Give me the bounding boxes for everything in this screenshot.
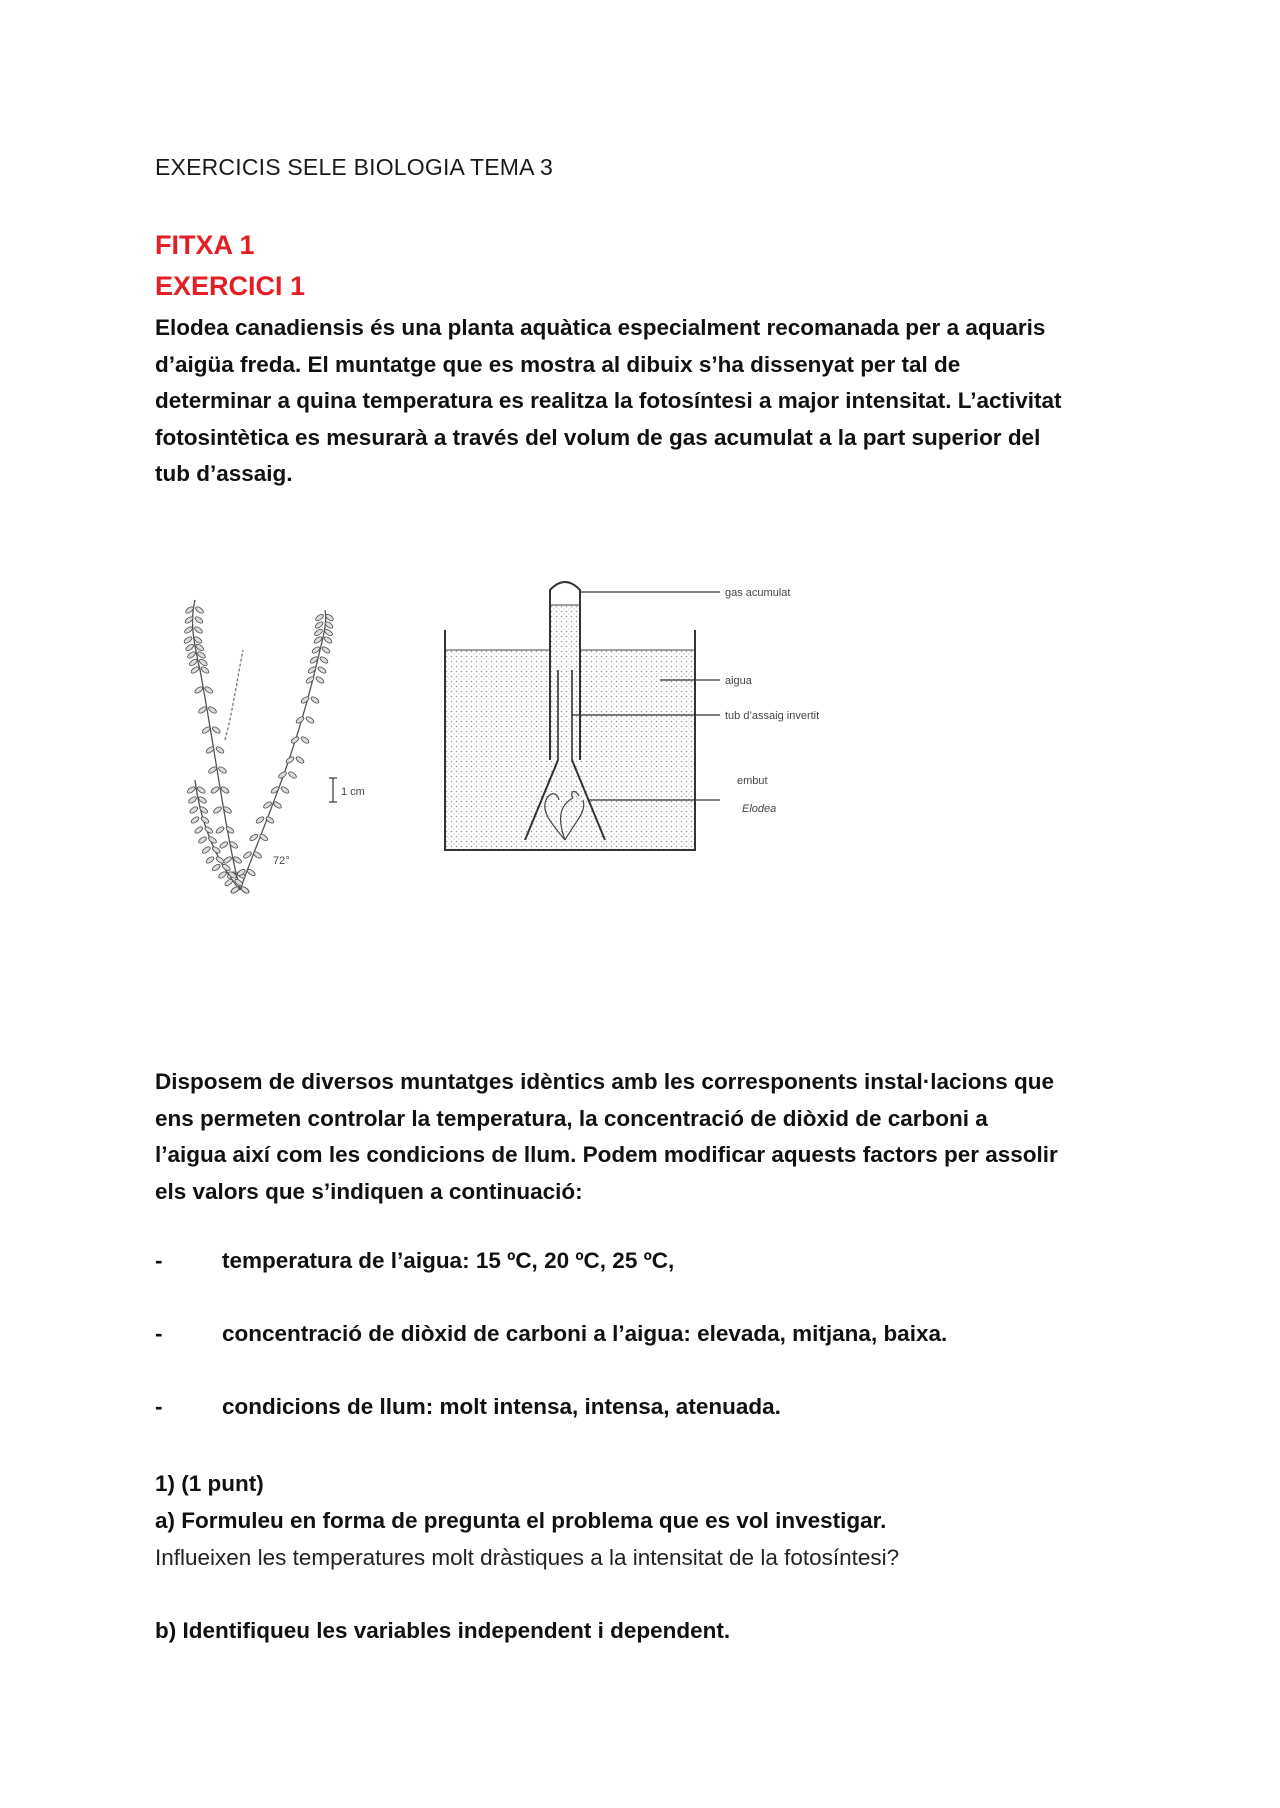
leaf-shape [324,621,334,630]
leaf-shape [185,643,195,652]
leaf-shape [218,766,228,775]
leaf-shape [215,826,225,835]
setup-line: els valors que s’indiquen a continuació: [155,1178,583,1204]
leaf-shape [205,856,215,865]
leaf-shape [295,716,305,725]
intro-line: fotosintètica es mesurarà a través del volum de gas acumulat a la part superior del [155,424,1041,450]
leaf-shape [273,801,283,810]
leaf-shape [198,706,208,715]
leaf-shape [198,836,208,845]
factor-text: condicions de llum: molt intensa, intensa, atenuada. [222,1394,781,1419]
leaf-shape [314,628,324,637]
leaf-shape [315,613,325,622]
leaf-shape [208,706,218,715]
leaf-shape [219,841,229,850]
setup-line: l’aigua així com les condicions de llum. Podem modificar aquests factors per assolir [155,1142,1058,1167]
leaf-shape [225,826,235,835]
intro-line: d’aigüa freda. El muntatge que es mostra al dibuix s’ha dissenyat per tal de [155,351,961,377]
label-embut: embut [737,775,768,787]
leaf-shape [243,851,253,860]
question-a: a) Formuleu en forma de pregunta el problema que es vol investigar. [155,1508,887,1533]
list-dash: - [155,1248,163,1273]
exercici-heading: EXERCICI 1 [155,271,306,301]
label-aigua: aigua [725,675,752,687]
leaf-shape [201,846,211,855]
label-tub: tub d’assaig invertit [725,710,820,722]
leaf-shape [201,726,211,735]
leaf-shape [253,851,263,860]
leaf-shape [198,658,208,667]
leaf-shape [215,746,225,755]
plant-note: 72° [273,855,290,867]
leaf-shape [190,666,200,675]
leaf-shape [321,646,331,655]
factor-text: concentració de diòxid de carboni a l’aigua: elevada, mitjana, baixa. [222,1321,948,1346]
leaf-shape [184,626,194,635]
leaf-shape [265,816,275,825]
leaf-shape [188,658,198,667]
elodea-leaves [183,606,334,895]
experiment-diagram [155,560,1135,920]
leaf-shape [240,886,250,895]
leaf-shape [305,676,315,685]
leaf-shape [259,833,269,842]
list-dash: - [155,1321,163,1346]
leaf-shape [300,736,310,745]
leaf-shape [218,871,228,880]
list-dash: - [155,1394,163,1419]
leaf-shape [208,766,218,775]
experiment-figure [155,560,1135,920]
leaf-shape [270,786,280,795]
leaf-shape [183,636,193,645]
leaf-shape [295,756,305,765]
leaf-shape [324,628,334,637]
leaf-shape [223,856,233,865]
leaf-shape [195,606,205,615]
setup-line: Disposem de diversos muntatges idèntics amb les corresponents instal·lacions que [155,1069,1055,1094]
leaf-shape [208,836,218,845]
label-elodea: Elodea [742,803,777,815]
intro-line: determinar a quina temperatura es realitza la fotosíntesi a major intensitat. L’activitat [155,388,1062,413]
label-gas: gas acumulat [725,587,791,599]
leaf-shape [307,666,317,675]
leaf-shape [196,786,206,795]
leaf-shape [280,786,290,795]
leaf-shape [190,816,200,825]
leaf-shape [249,833,259,842]
leaf-shape [305,716,315,725]
leaf-shape [211,726,221,735]
inverted-test-tube [550,580,580,760]
leaf-shape [229,841,239,850]
leaf-shape [317,666,327,675]
leaf-shape [189,806,199,815]
factor-text: temperatura de l’aigua: 15 ºC, 20 ºC, 25 ºC, [222,1248,675,1273]
leaf-shape [255,816,265,825]
intro-line: Elodea canadiensis és una planta aquàtica especialment recomanada per a aquaris [155,315,1046,340]
leaf-shape [186,786,196,795]
leaf-shape [319,656,329,665]
leaf-shape [188,796,198,805]
leaf-shape [288,771,298,780]
leaf-shape [230,886,240,895]
leaf-shape [224,878,234,887]
leaf-shape [205,746,215,755]
leaf-shape [197,651,207,660]
leaf-shape [300,696,310,705]
leaf-shape [187,651,197,660]
leaf-shape [211,863,221,872]
scale-label: 1 cm [341,786,365,798]
intro-paragraph [155,310,1135,493]
question-b: b) Identifiqueu les variables independent i dependent. [155,1618,731,1643]
document-title: EXERCICIS SELE BIOLOGIA TEMA 3 [155,154,553,180]
leaf-shape [314,621,324,630]
leaf-shape [315,676,325,685]
leaf-shape [204,686,214,695]
leaf-shape [194,616,204,625]
leaf-shape [310,696,320,705]
setup-paragraph [155,1064,1135,1210]
leaf-shape [246,868,256,877]
leaf-shape [194,826,204,835]
leaf-shape [194,686,204,695]
intro-line: tub d’assaig. [155,461,293,486]
leaf-shape [210,786,220,795]
leaf-shape [199,806,209,815]
leaf-shape [194,626,204,635]
setup-line: ens permeten controlar la temperatura, la concentració de diòxid de carboni a [155,1105,988,1131]
leaf-shape [204,826,214,835]
question-heading: 1) (1 punt) [155,1471,264,1496]
leaf-shape [213,806,223,815]
leaf-shape [323,636,333,645]
fitxa-heading: FITXA 1 [155,230,255,260]
leaf-shape [200,666,210,675]
answer-a: Influeixen les temperatures molt dràstiques a la intensitat de la fotosíntesi? [155,1545,900,1570]
leaf-shape [215,856,225,865]
